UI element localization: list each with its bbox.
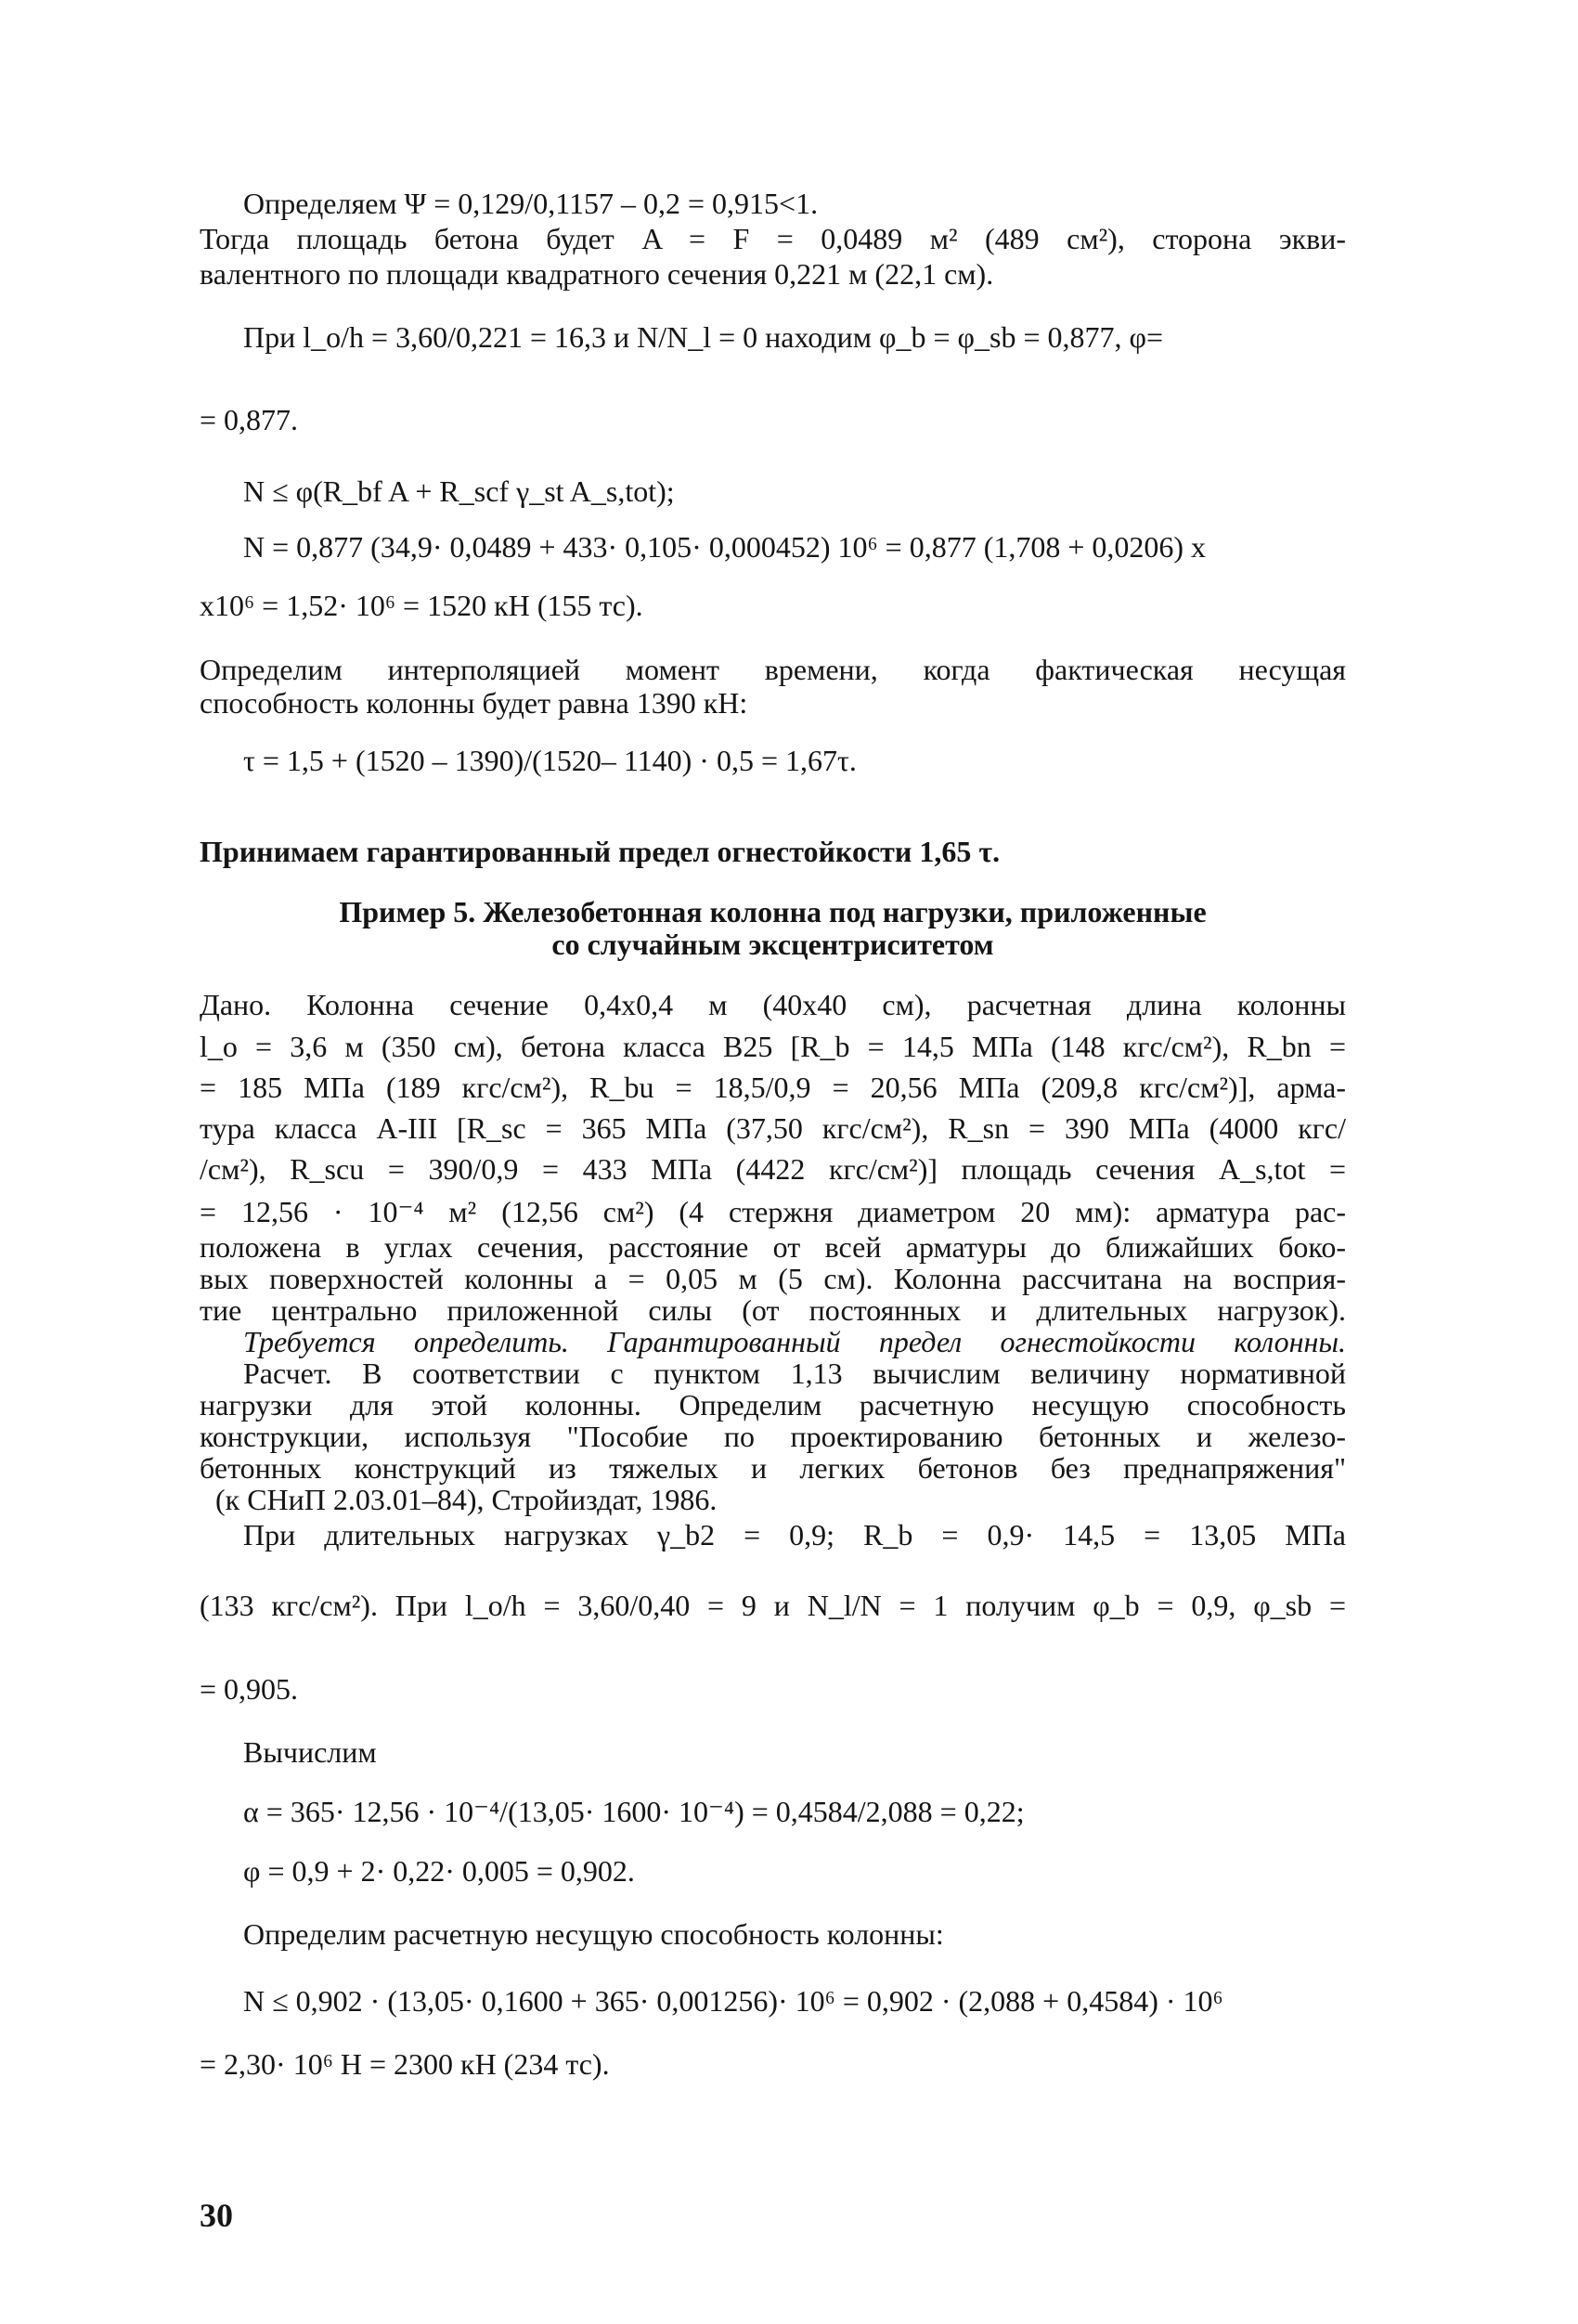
- text-line: положена в углах сечения, расстояние от всей арматуры до ближайших боко-: [200, 1230, 1346, 1264]
- text-line: Определим интерполяцией момент времени, когда фактическая несущая: [200, 653, 1346, 686]
- page-number: 30: [200, 2197, 233, 2234]
- text-line: вых поверхностей колонны a = 0,05 м (5 см). Колонна рассчитана на восприя-: [200, 1262, 1346, 1295]
- formula-line: При l_o/h = 3,60/0,221 = 16,3 и N/N_l = 0 находим φ_b = φ_sb = 0,877, φ=: [243, 320, 1164, 354]
- text-line: Принимаем гарантированный предел огнестойкости 1,65 τ.: [200, 835, 1001, 868]
- text-line: Вычислим: [243, 1735, 377, 1769]
- text-line: = 185 МПа (189 кгс/см²), R_bu = 18,5/0,9 = 20,56 МПа (209,8 кгс/см²)], арма-: [200, 1071, 1346, 1104]
- text-line: = 12,56 · 10⁻⁴ м² (12,56 см²) (4 стержня диаметром 20 мм): арматура рас-: [200, 1195, 1346, 1228]
- text-line: конструкции, используя "Пособие по проектированию бетонных и железо-: [200, 1420, 1346, 1453]
- text-line: l_o = 3,6 м (350 см), бетона класса В25 [R_b = 14,5 МПа (148 кгс/см²), R_bn =: [200, 1030, 1346, 1063]
- text-line: бетонных конструкций из тяжелых и легких бетонов без преднапряжения": [200, 1451, 1346, 1485]
- formula-line: N ≤ 0,902 · (13,05· 0,1600 + 365· 0,001256)· 10⁶ = 0,902 · (2,088 + 0,4584) · 10⁶: [243, 1984, 1223, 2018]
- formula-line: N = 0,877 (34,9· 0,0489 + 433· 0,105· 0,000452) 10⁶ = 0,877 (1,708 + 0,0206) x: [243, 530, 1207, 564]
- example-heading: со случайным эксцентриситетом: [551, 928, 994, 961]
- text-line: = 0,905.: [200, 1672, 299, 1706]
- text-line: тура класса A-III [R_sc = 365 МПа (37,50 кгс/см²), R_sn = 390 МПа (4000 кгс/: [200, 1111, 1346, 1145]
- text-line: (к СНиП 2.03.01–84), Стройиздат, 1986.: [215, 1483, 718, 1516]
- text-line: Требуется определить. Гарантированный предел огнестойкости колонны.: [243, 1325, 1346, 1358]
- formula-line: = 2,30· 10⁶ Н = 2300 кН (234 тс).: [200, 2047, 610, 2081]
- formula-line: N ≤ φ(R_bf A + R_scf γ_st A_s,tot);: [243, 474, 675, 508]
- example-heading: Пример 5. Железобетонная колонна под нагрузки, приложенные: [339, 895, 1207, 928]
- text-line: нагрузки для этой колонны. Определим расчетную несущую способность: [200, 1388, 1346, 1422]
- text-line: = 0,877.: [200, 403, 299, 436]
- text-line: Определяем Ψ = 0,129/0,1157 – 0,2 = 0,915<1.: [243, 187, 819, 220]
- text-line: /см²), R_scu = 390/0,9 = 433 МПа (4422 кгс/см²)] площадь сечения A_s,tot =: [200, 1152, 1346, 1186]
- formula-line: τ = 1,5 + (1520 – 1390)/(1520– 1140) · 0,5 = 1,67τ.: [243, 744, 857, 777]
- text-line: Определим расчетную несущую способность колонны:: [243, 1917, 944, 1951]
- formula-line: φ = 0,9 + 2· 0,22· 0,005 = 0,902.: [243, 1854, 635, 1888]
- formula-line: При длительных нагрузках γ_b2 = 0,9; R_b = 0,9· 14,5 = 13,05 МПа: [243, 1518, 1346, 1551]
- formula-line: x10⁶ = 1,52· 10⁶ = 1520 кН (155 тс).: [200, 589, 643, 622]
- text-line: способность колонны будет равна 1390 кН:: [200, 686, 748, 720]
- text-line: Тогда площадь бетона будет A = F = 0,0489 м² (489 см²), сторона экви-: [200, 222, 1346, 255]
- text-line: Дано. Колонна сечение 0,4x0,4 м (40x40 см), расчетная длина колонны: [200, 988, 1346, 1021]
- formula-line: (133 кгс/см²). При l_o/h = 3,60/0,40 = 9 и N_l/N = 1 получим φ_b = 0,9, φ_sb =: [200, 1589, 1346, 1622]
- text-line: валентного по площади квадратного сечения 0,221 м (22,1 см).: [200, 257, 994, 291]
- text-line: Расчет. В соответствии с пунктом 1,13 вычислим величину нормативной: [243, 1357, 1346, 1390]
- text-line: тие центрально приложенной силы (от постоянных и длительных нагрузок).: [200, 1293, 1346, 1327]
- formula-line: α = 365· 12,56 · 10⁻⁴/(13,05· 1600· 10⁻⁴) = 0,4584/2,088 = 0,22;: [243, 1795, 1025, 1828]
